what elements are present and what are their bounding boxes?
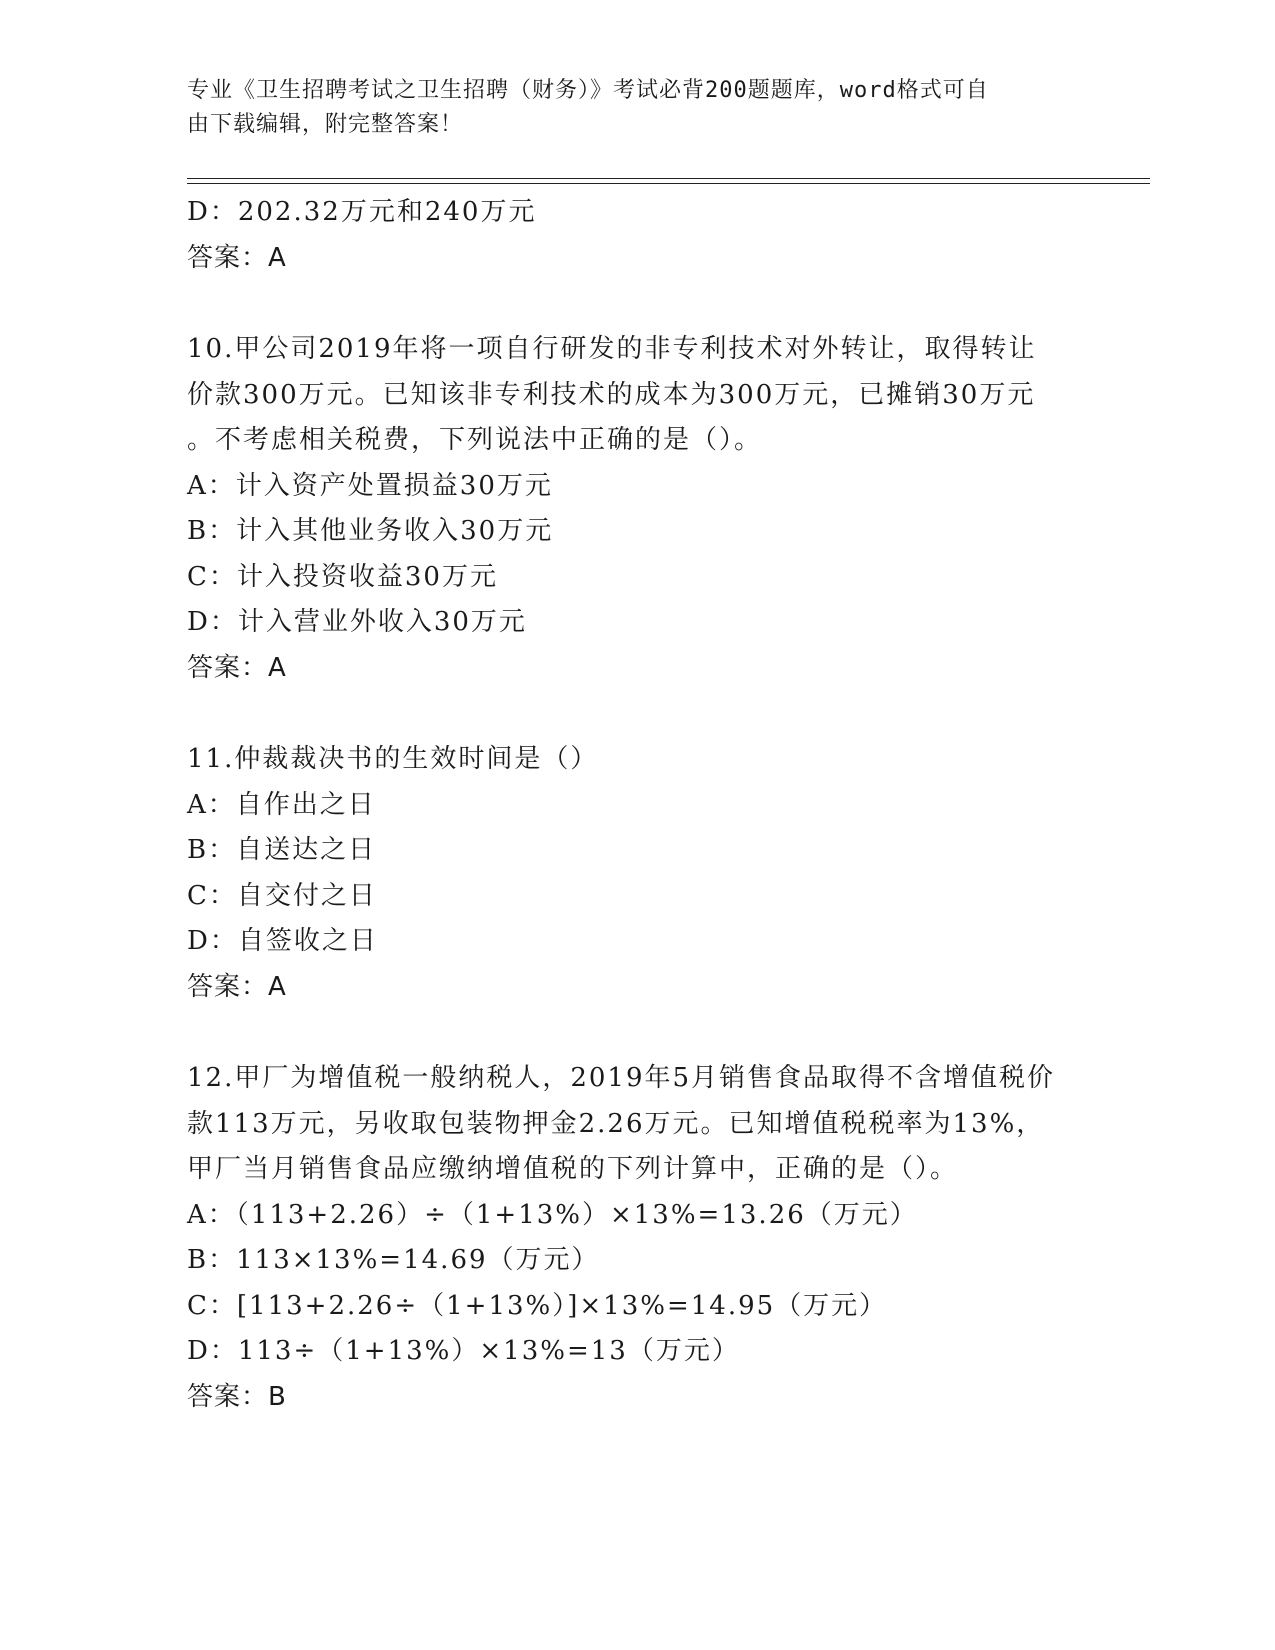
question-11 — [187, 737, 1087, 1010]
question-stem: 甲厂当月销售食品应缴纳增值税的下列计算中，正确的是（）。 — [187, 1154, 959, 1184]
option-b: B：计入其他业务收入30万元 — [187, 516, 554, 546]
option-a: A：自作出之日 — [187, 789, 376, 820]
spacer — [187, 691, 1087, 737]
document-body — [187, 190, 1087, 1420]
header-divider-top — [187, 178, 1150, 179]
answer-line: 答案：A — [187, 652, 287, 683]
question-stem: 12.甲厂为增值税一般纳税人，2019年5月销售食品取得不含增值税价 — [187, 1063, 1056, 1093]
question-stem: 款113万元，另收取包装物押金2.26万元。已知增值税税率为13%， — [187, 1108, 1045, 1139]
question-stem: 10.甲公司2019年将一项自行研发的非专利技术对外转让，取得转让 — [187, 334, 1037, 364]
question-stem: 。不考虑相关税费，下列说法中正确的是（）。 — [187, 425, 763, 455]
page-header — [187, 74, 1067, 142]
answer-line: 答案：B — [187, 1381, 287, 1412]
option-d: D：113÷（1+13%）×13%=13（万元） — [187, 1336, 740, 1366]
header-divider-bottom — [187, 183, 1150, 184]
header-line-1: 专业《卫生招聘考试之卫生招聘（财务）》考试必背200题题库，word格式可自 — [187, 78, 989, 103]
question-stem: 11.仲裁裁决书的生效时间是（） — [187, 744, 599, 774]
option-b: B：113×13%=14.69（万元） — [187, 1245, 600, 1275]
option-d: D：202.32万元和240万元 — [187, 197, 537, 227]
option-c: C：[113+2.26÷（1+13%）]×13%=14.95（万元） — [187, 1290, 888, 1321]
spacer — [187, 281, 1087, 327]
option-d: D：计入营业外收入30万元 — [187, 607, 527, 637]
option-d: D：自签收之日 — [187, 926, 378, 956]
spacer — [187, 1010, 1087, 1056]
option-a: A：（113+2.26）÷（1+13%）×13%=13.26（万元） — [187, 1199, 918, 1230]
header-line-2: 由下载编辑，附完整答案！ — [187, 112, 464, 137]
question-9-tail — [187, 190, 1087, 281]
option-b: B：自送达之日 — [187, 835, 377, 865]
option-a: A：计入资产处置损益30万元 — [187, 470, 553, 501]
answer-line: 答案：A — [187, 971, 287, 1002]
question-12 — [187, 1056, 1087, 1420]
option-c: C：自交付之日 — [187, 880, 377, 911]
question-10 — [187, 327, 1087, 691]
answer-line: 答案：A — [187, 242, 287, 273]
option-c: C：计入投资收益30万元 — [187, 561, 498, 592]
question-stem: 价款300万元。已知该非专利技术的成本为300万元，已摊销30万元 — [187, 379, 1036, 410]
